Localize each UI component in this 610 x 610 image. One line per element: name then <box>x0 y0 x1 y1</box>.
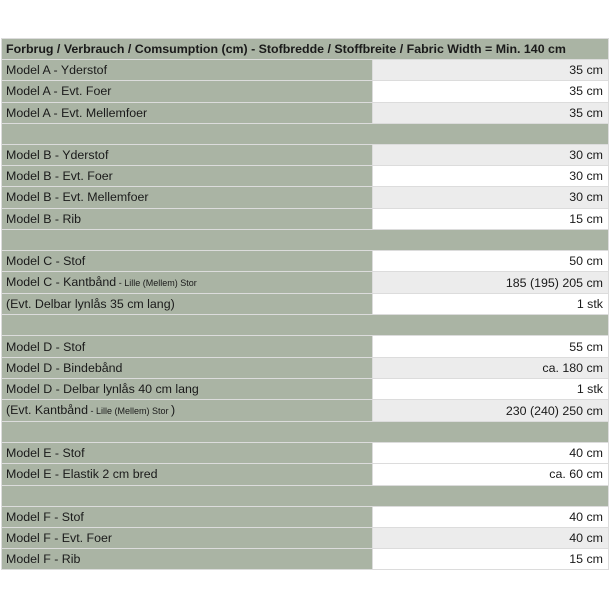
row-value: 40 cm <box>373 443 609 464</box>
table-row <box>2 464 609 485</box>
row-label-tail: ) <box>170 403 176 417</box>
section-spacer-row <box>2 123 609 144</box>
row-label-text: Model A - Yderstof <box>6 63 108 78</box>
table-row <box>2 187 609 208</box>
row-label <box>2 60 373 81</box>
row-value: 15 cm <box>373 208 609 229</box>
row-label-text: Model E - Stof <box>6 446 85 461</box>
row-label-text: Model B - Evt. Mellemfoer <box>6 190 149 205</box>
section-spacer-row <box>2 229 609 250</box>
row-label <box>2 506 373 527</box>
table-row <box>2 549 609 570</box>
row-label <box>2 336 373 357</box>
row-label-text: Model C - Kantbånd <box>6 275 117 290</box>
row-label <box>2 443 373 464</box>
table-row <box>2 166 609 187</box>
row-value: 30 cm <box>373 187 609 208</box>
row-label-text: Model B - Rib <box>6 211 82 226</box>
row-label <box>2 81 373 102</box>
row-label <box>2 294 373 315</box>
section-spacer <box>2 315 609 336</box>
row-label <box>2 187 373 208</box>
section-spacer <box>2 422 609 443</box>
row-value: 40 cm <box>373 506 609 527</box>
row-value: 55 cm <box>373 336 609 357</box>
row-label-text: Model F - Stof <box>6 509 84 524</box>
row-label-text: Model A - Evt. Foer <box>6 84 112 99</box>
row-label-text: Model C - Stof <box>6 253 86 268</box>
row-value: 1 stk <box>373 378 609 399</box>
row-label <box>2 208 373 229</box>
section-spacer <box>2 123 609 144</box>
row-label-size-note: - Lille (Mellem) Stor <box>87 406 171 416</box>
row-value: ca. 180 cm <box>373 357 609 378</box>
table-row <box>2 81 609 102</box>
row-value: 185 (195) 205 cm <box>373 272 609 294</box>
table-row <box>2 60 609 81</box>
row-label-size-note: - Lille (Mellem) Stor <box>116 278 197 289</box>
row-value: 1 stk <box>373 294 609 315</box>
row-value: 35 cm <box>373 102 609 123</box>
section-spacer-row <box>2 422 609 443</box>
header-row <box>2 39 609 60</box>
row-label <box>2 464 373 485</box>
row-label-text: Model A - Evt. Mellemfoer <box>6 105 148 120</box>
row-label <box>2 527 373 548</box>
section-spacer-row <box>2 485 609 506</box>
row-label-text: Model F - Rib <box>6 552 81 567</box>
table-row <box>2 527 609 548</box>
row-label <box>2 166 373 187</box>
row-label-text: Model D - Stof <box>6 339 86 354</box>
table-row <box>2 294 609 315</box>
consumption-table-body <box>2 39 609 570</box>
row-value: 30 cm <box>373 166 609 187</box>
table-row <box>2 272 609 294</box>
row-label-text: Model B - Yderstof <box>6 148 109 163</box>
row-label <box>2 144 373 165</box>
row-label-text: Model D - Bindebånd <box>6 360 123 375</box>
section-spacer <box>2 485 609 506</box>
row-value: 40 cm <box>373 527 609 548</box>
table-row <box>2 250 609 271</box>
row-label <box>2 250 373 271</box>
row-value: 230 (240) 250 cm <box>373 400 609 422</box>
row-label <box>2 357 373 378</box>
table-row <box>2 400 609 422</box>
section-spacer <box>2 229 609 250</box>
row-label <box>2 378 373 399</box>
row-value: 35 cm <box>373 81 609 102</box>
table-row <box>2 506 609 527</box>
table-row <box>2 102 609 123</box>
row-value: 50 cm <box>373 250 609 271</box>
row-label-text: (Evt. Delbar lynlås 35 cm lang) <box>6 297 175 312</box>
table-row <box>2 336 609 357</box>
row-value: ca. 60 cm <box>373 464 609 485</box>
row-label <box>2 102 373 123</box>
row-label-text: Model F - Evt. Foer <box>6 531 113 546</box>
table-header: Forbrug / Verbrauch / Comsumption (cm) - Stofbredde / Stoffbreite / Fabric Width = Min. 140 cm <box>2 39 609 60</box>
row-label-text: Model D - Delbar lynlås 40 cm lang <box>6 381 199 396</box>
row-label-text: Model B - Evt. Foer <box>6 169 113 184</box>
row-label <box>2 272 373 294</box>
row-label <box>2 549 373 570</box>
section-spacer-row <box>2 315 609 336</box>
table-row <box>2 208 609 229</box>
row-label-text: Model E - Elastik 2 cm bred <box>6 467 158 482</box>
row-value: 35 cm <box>373 60 609 81</box>
row-label <box>2 400 373 422</box>
table-row <box>2 357 609 378</box>
consumption-table <box>1 38 609 570</box>
table-row <box>2 378 609 399</box>
table-row <box>2 443 609 464</box>
row-value: 30 cm <box>373 144 609 165</box>
row-label-text: (Evt. Kantbånd <box>6 403 88 417</box>
row-value: 15 cm <box>373 549 609 570</box>
table-row <box>2 144 609 165</box>
